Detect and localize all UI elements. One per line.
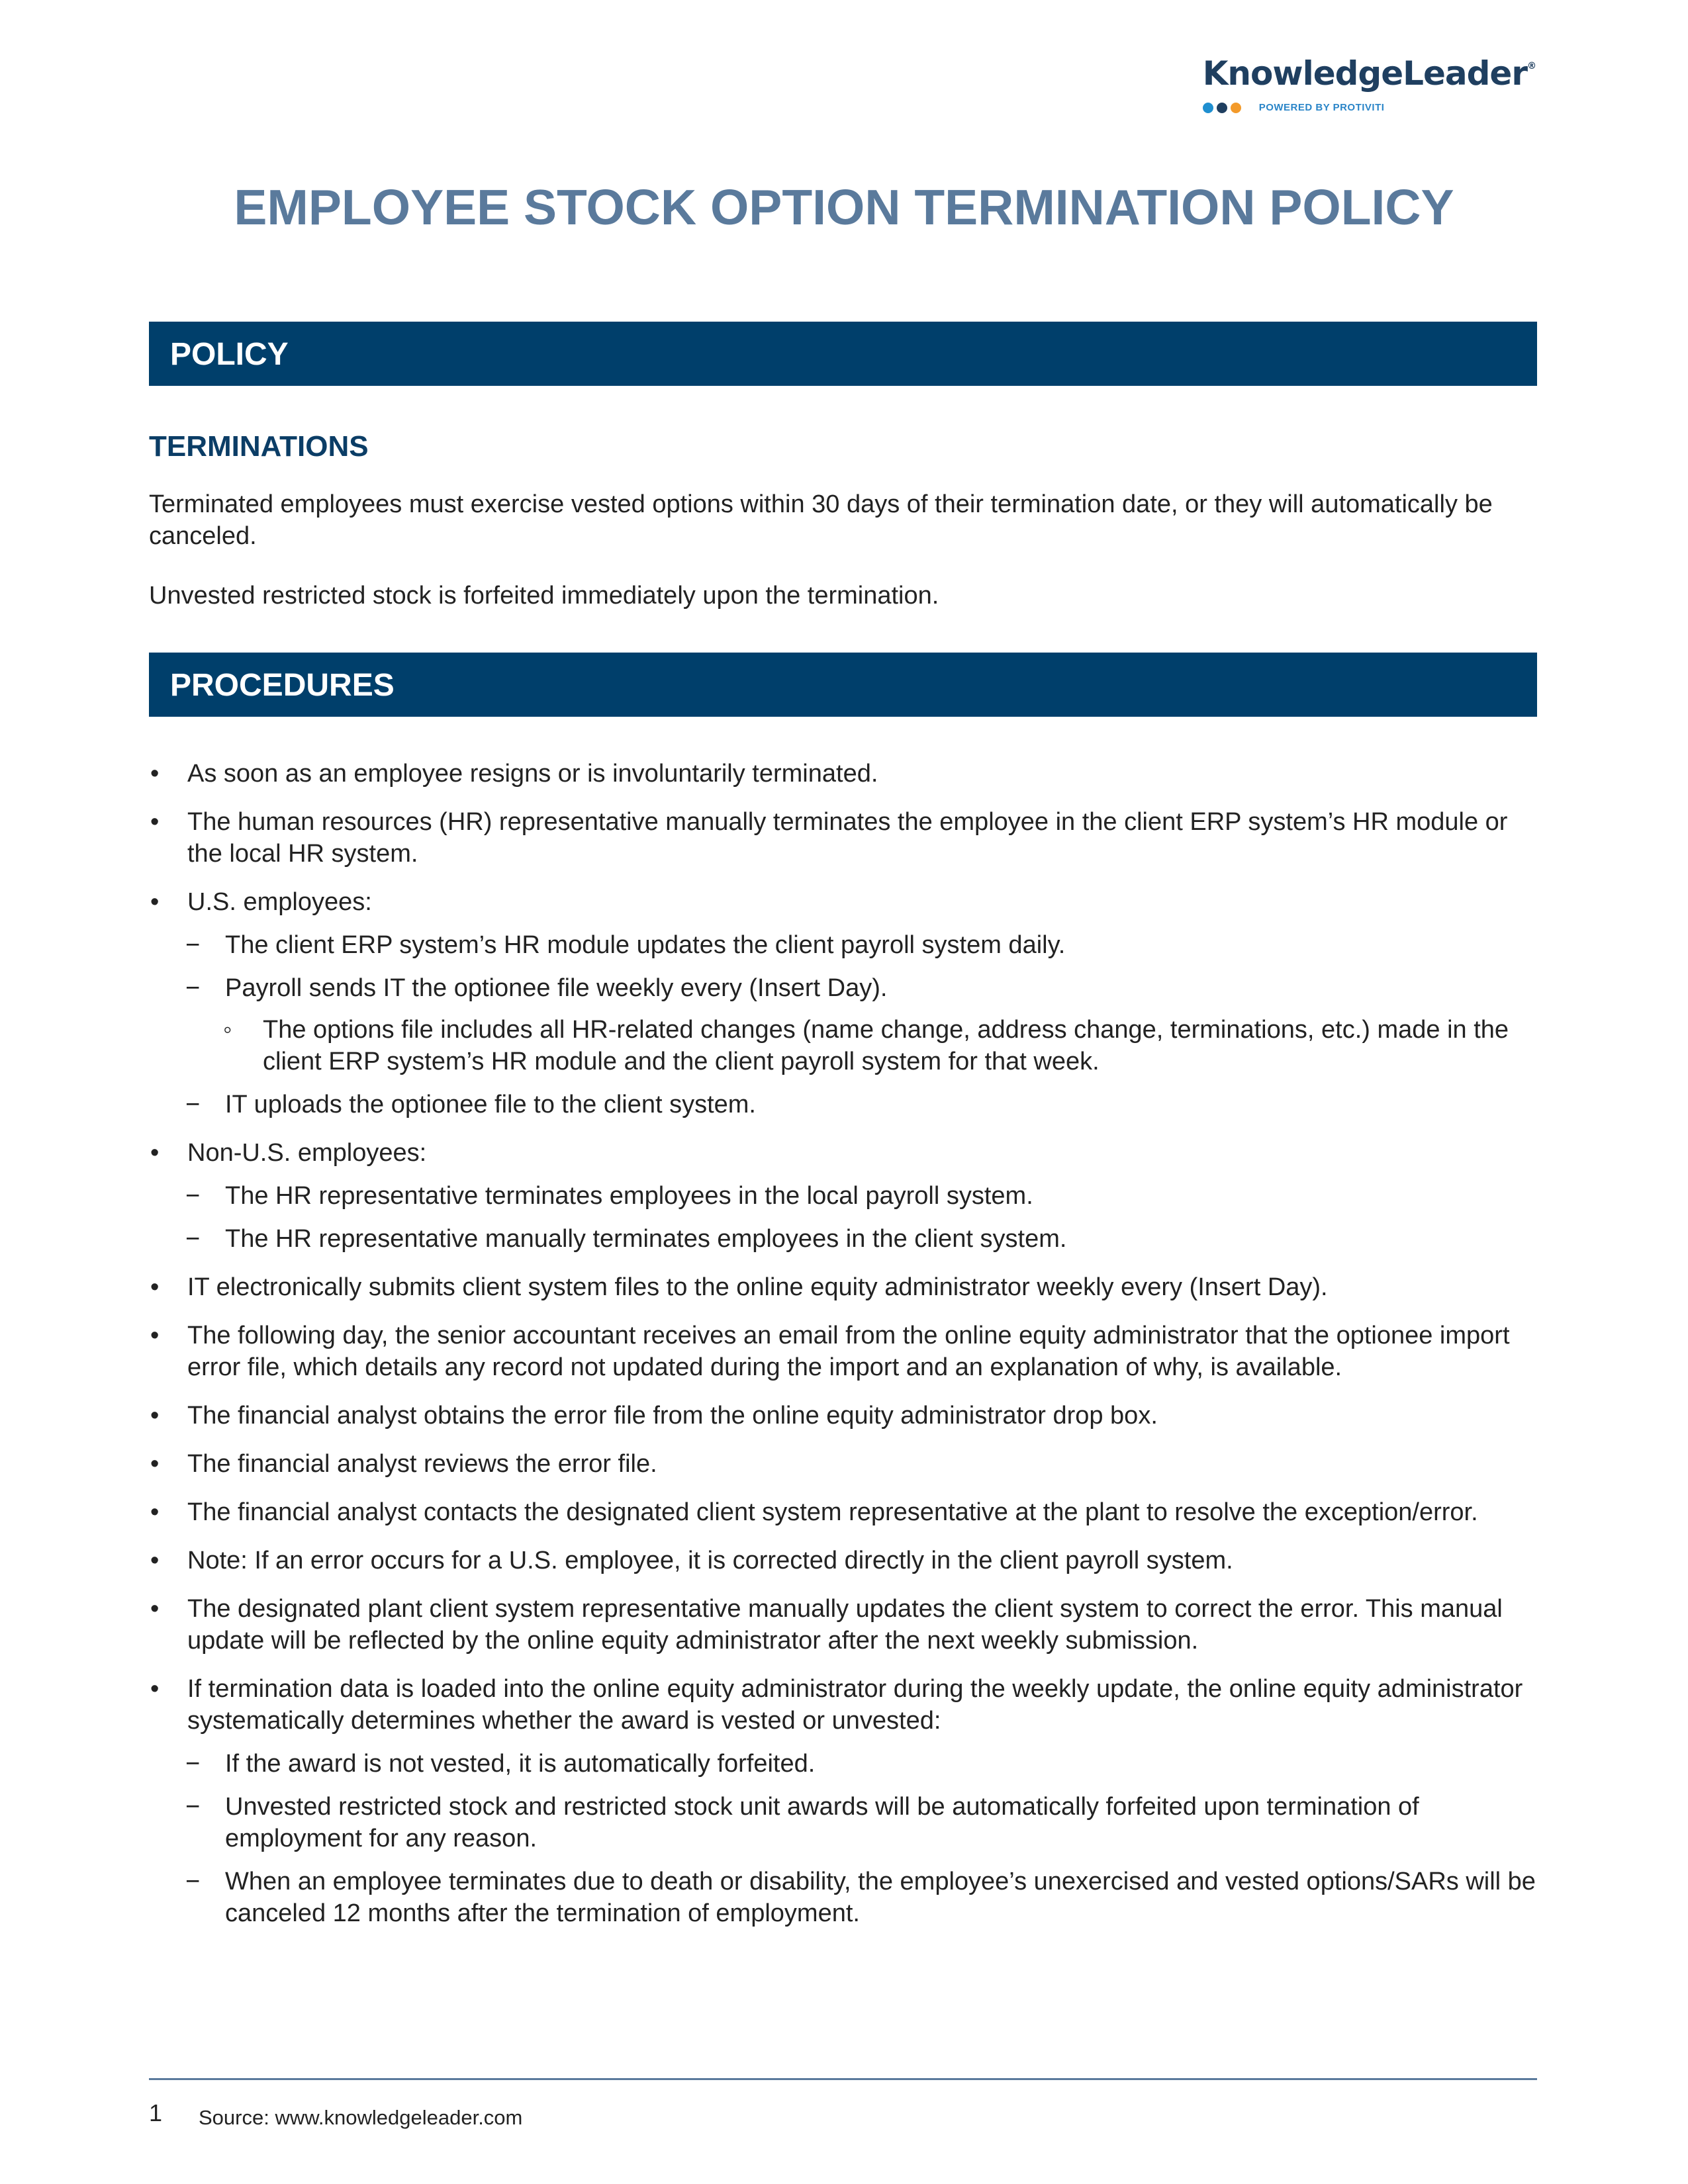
procedure-item [149,1089,1537,1120]
procedure-item-text: The human resources (HR) representative manually terminates the employee in the client ERP system’s HR module or the local HR system. [187,808,1508,868]
bullet-marker-icon: − [185,1182,201,1210]
procedure-item-text: The following day, the senior accountant receives an email from the online equity administrator that the optionee import error file, which details any record not updated during the import and an explanation of why, is available. [187,1322,1510,1381]
document-title: EMPLOYEE STOCK OPTION TERMINATION POLICY [234,179,1454,235]
bullet-marker-icon: − [185,1225,201,1253]
bullet-marker-icon: − [185,1750,201,1778]
bullet-marker-icon: • [150,1547,160,1574]
procedure-item-text: IT electronically submits client system files to the online equity administrator weekly every (Insert Day). [187,1273,1328,1301]
bullet-marker-icon: • [150,888,160,916]
policy-paragraph: Unvested restricted stock is forfeited immediately upon the termination. [149,582,939,610]
bullet-marker-icon: − [185,974,201,1002]
procedure-item [149,1400,1537,1432]
procedure-item-text: Unvested restricted stock and restricted stock unit awards will be automatically forfeited upon termination of employment for any reason. [225,1793,1419,1852]
policy-header-label: POLICY [170,337,289,372]
procedure-item-text: The financial analyst obtains the error file from the online equity administrator drop box. [187,1402,1158,1430]
procedure-item-text: The designated plant client system representative manually updates the client system to correct the error. This manual update will be reflected by the online equity administrator after the next weekly submission. [187,1595,1503,1655]
page-number: 1 [149,2099,163,2126]
bullet-marker-icon: • [150,1402,160,1430]
bullet-marker-icon: • [150,760,160,788]
procedure-item [149,929,1537,961]
procedure-item-text: Note: If an error occurs for a U.S. employee, it is corrected directly in the client payroll system. [187,1547,1233,1574]
bullet-marker-icon: − [185,1868,201,1895]
procedures-list [149,758,1537,1946]
procedure-item [149,1448,1537,1480]
procedure-item [149,1866,1537,1929]
procedures-section-header [149,653,1537,717]
procedure-item [149,1673,1537,1737]
procedure-item-text: When an employee terminates due to death or disability, the employee’s unexercised and vested options/SARs will be canceled 12 months after the termination of employment. [225,1868,1536,1927]
procedure-item [149,1320,1537,1383]
procedure-item [149,1014,1537,1077]
bullet-marker-icon: − [185,1091,201,1118]
procedure-item-text: If termination data is loaded into the online equity administrator during the weekly update, the online equity administrator systematically determines whether the award is vested or unvested: [187,1675,1523,1735]
brand-dot-icon [1231,103,1241,113]
procedure-item-text: The HR representative manually terminates employees in the client system. [225,1225,1067,1253]
procedure-item-text: The financial analyst reviews the error file. [187,1450,657,1478]
procedure-item-text: The client ERP system’s HR module updates the client payroll system daily. [225,931,1066,959]
procedure-item [149,1496,1537,1528]
procedure-item-text: If the award is not vested, it is automatically forfeited. [225,1750,816,1778]
procedure-item-text: Non-U.S. employees: [187,1139,427,1167]
brand-dot-icon [1217,103,1227,113]
source-note: Source: www.knowledgeleader.com [199,2106,523,2129]
procedure-item-text: The financial analyst contacts the designated client system representative at the plant to resolve the exception/error. [187,1498,1478,1526]
policy-paragraph: Terminated employees must exercise vested options within 30 days of their termination date, or they will automatically be canceled. [149,490,1493,550]
procedure-item [149,886,1537,918]
bullet-marker-icon: • [150,1273,160,1301]
brand-dot-icon [1203,103,1213,113]
bullet-marker-icon: • [150,808,160,836]
procedure-item-text: U.S. employees: [187,888,372,916]
bullet-marker-icon: − [185,931,201,959]
procedure-item [149,972,1537,1004]
brand-wordmark: KnowledgeLeader® [1202,54,1536,93]
bullet-marker-icon: • [150,1139,160,1167]
procedure-item [149,1137,1537,1169]
procedure-item [149,758,1537,790]
brand-tagline: POWERED BY PROTIVITI [1258,102,1385,113]
procedure-item-text: The options file includes all HR-related changes (name change, address change, terminations, etc.) made in the client ERP system’s HR module and the client payroll system for that week. [263,1016,1509,1075]
bullet-marker-icon: • [150,1595,160,1623]
procedure-item [149,1180,1537,1212]
brand-logo [1203,54,1536,113]
procedure-item-text: Payroll sends IT the optionee file weekly every (Insert Day). [225,974,888,1002]
procedure-item-text: As soon as an employee resigns or is involuntarily terminated. [187,760,878,788]
bullet-marker-icon: • [150,1675,160,1703]
procedure-item-text: The HR representative terminates employees in the local payroll system. [225,1182,1033,1210]
policy-section-header [149,322,1537,386]
procedure-item [149,1271,1537,1303]
bullet-marker-icon: − [185,1793,201,1821]
procedures-header-label: PROCEDURES [170,668,395,703]
footer-divider [149,2078,1537,2080]
bullet-marker-icon: • [150,1450,160,1478]
bullet-marker-icon: ◦ [223,1016,232,1044]
terminations-subheading: TERMINATIONS [149,430,369,463]
procedure-item [149,1748,1537,1780]
bullet-marker-icon: • [150,1322,160,1349]
bullet-marker-icon: • [150,1498,160,1526]
procedure-item [149,1223,1537,1255]
procedure-item [149,1593,1537,1657]
procedure-item [149,1791,1537,1854]
procedure-item-text: IT uploads the optionee file to the client system. [225,1091,756,1118]
procedure-item [149,1545,1537,1576]
procedure-item [149,806,1537,870]
brand-tagline-row [1203,102,1536,113]
